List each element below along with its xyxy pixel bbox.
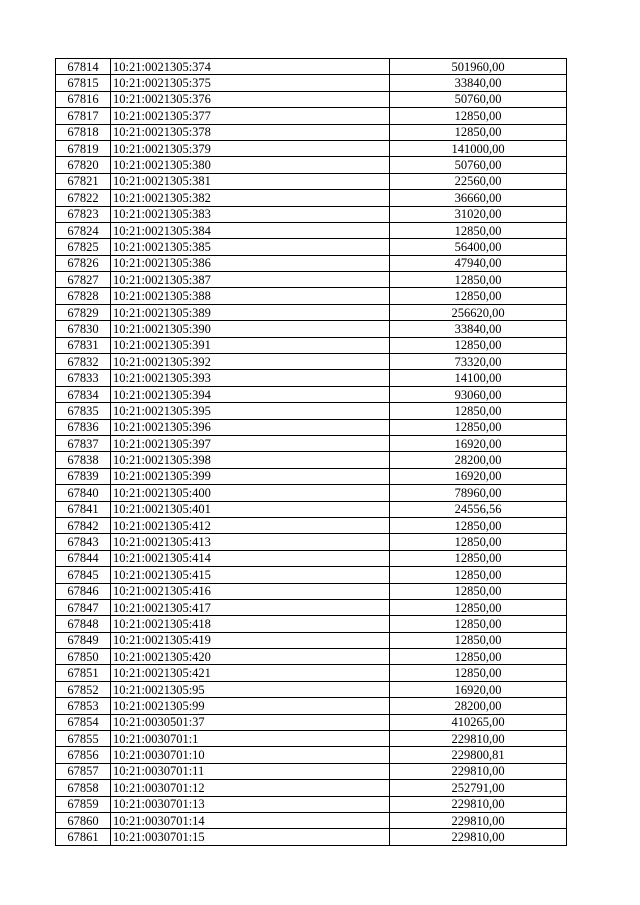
- row-number-cell: 67851: [56, 665, 111, 681]
- value-cell: 93060,00: [390, 386, 567, 402]
- row-number-cell: 67846: [56, 583, 111, 599]
- table-row: [56, 288, 567, 304]
- row-number-cell: 67859: [56, 796, 111, 812]
- value-cell: 12850,00: [390, 337, 567, 353]
- cadastral-number-cell: 10:21:0030701:12: [111, 780, 390, 796]
- value-cell: 16920,00: [390, 435, 567, 451]
- table-row: [56, 435, 567, 451]
- cadastral-number-cell: 10:21:0021305:420: [111, 649, 390, 665]
- value-cell: 12850,00: [390, 272, 567, 288]
- table-row: [56, 567, 567, 583]
- table-row: [56, 255, 567, 271]
- table-row: [56, 140, 567, 156]
- cadastral-number-cell: 10:21:0021305:379: [111, 140, 390, 156]
- row-number-cell: 67852: [56, 681, 111, 697]
- value-cell: 141000,00: [390, 140, 567, 156]
- cadastral-number-cell: 10:21:0021305:399: [111, 468, 390, 484]
- cadastral-number-cell: 10:21:0021305:99: [111, 698, 390, 714]
- row-number-cell: 67834: [56, 386, 111, 402]
- row-number-cell: 67825: [56, 239, 111, 255]
- value-cell: 229810,00: [390, 829, 567, 845]
- row-number-cell: 67848: [56, 616, 111, 632]
- value-cell: 410265,00: [390, 714, 567, 730]
- cadastral-number-cell: 10:21:0021305:396: [111, 419, 390, 435]
- value-cell: 22560,00: [390, 173, 567, 189]
- table-row: [56, 616, 567, 632]
- row-number-cell: 67826: [56, 255, 111, 271]
- row-number-cell: 67858: [56, 780, 111, 796]
- row-number-cell: 67856: [56, 747, 111, 763]
- value-cell: 12850,00: [390, 419, 567, 435]
- table-row: [56, 354, 567, 370]
- table-row: [56, 829, 567, 845]
- table-body: [56, 59, 567, 846]
- cadastral-number-cell: 10:21:0030701:10: [111, 747, 390, 763]
- table-row: [56, 649, 567, 665]
- row-number-cell: 67824: [56, 222, 111, 238]
- value-cell: 12850,00: [390, 665, 567, 681]
- cadastral-number-cell: 10:21:0021305:388: [111, 288, 390, 304]
- row-number-cell: 67816: [56, 91, 111, 107]
- cadastral-number-cell: 10:21:0021305:413: [111, 534, 390, 550]
- cadastral-number-cell: 10:21:0021305:401: [111, 501, 390, 517]
- cadastral-number-cell: 10:21:0021305:389: [111, 304, 390, 320]
- table-row: [56, 239, 567, 255]
- row-number-cell: 67854: [56, 714, 111, 730]
- table-row: [56, 419, 567, 435]
- value-cell: 12850,00: [390, 583, 567, 599]
- row-number-cell: 67844: [56, 550, 111, 566]
- value-cell: 501960,00: [390, 59, 567, 75]
- cadastral-number-cell: 10:21:0021305:374: [111, 59, 390, 75]
- cadastral-number-cell: 10:21:0030501:37: [111, 714, 390, 730]
- table-row: [56, 550, 567, 566]
- table-row: [56, 468, 567, 484]
- table-row: [56, 403, 567, 419]
- cadastral-number-cell: 10:21:0021305:417: [111, 599, 390, 615]
- table-row: [56, 337, 567, 353]
- value-cell: 12850,00: [390, 288, 567, 304]
- cadastral-number-cell: 10:21:0021305:416: [111, 583, 390, 599]
- row-number-cell: 67837: [56, 435, 111, 451]
- value-cell: 50760,00: [390, 91, 567, 107]
- table-row: [56, 698, 567, 714]
- value-cell: 14100,00: [390, 370, 567, 386]
- row-number-cell: 67819: [56, 140, 111, 156]
- row-number-cell: 67861: [56, 829, 111, 845]
- cadastral-number-cell: 10:21:0021305:400: [111, 485, 390, 501]
- cadastral-number-cell: 10:21:0021305:95: [111, 681, 390, 697]
- value-cell: 73320,00: [390, 354, 567, 370]
- table-row: [56, 632, 567, 648]
- row-number-cell: 67847: [56, 599, 111, 615]
- table-row: [56, 665, 567, 681]
- table-row: [56, 534, 567, 550]
- table-row: [56, 173, 567, 189]
- row-number-cell: 67850: [56, 649, 111, 665]
- table-row: [56, 75, 567, 91]
- value-cell: 78960,00: [390, 485, 567, 501]
- cadastral-number-cell: 10:21:0021305:380: [111, 157, 390, 173]
- value-cell: 12850,00: [390, 124, 567, 140]
- value-cell: 31020,00: [390, 206, 567, 222]
- value-cell: 50760,00: [390, 157, 567, 173]
- cadastral-number-cell: 10:21:0021305:412: [111, 517, 390, 533]
- row-number-cell: 67822: [56, 190, 111, 206]
- cadastral-number-cell: 10:21:0021305:392: [111, 354, 390, 370]
- row-number-cell: 67860: [56, 812, 111, 828]
- value-cell: 24556,56: [390, 501, 567, 517]
- value-cell: 12850,00: [390, 567, 567, 583]
- value-cell: 16920,00: [390, 468, 567, 484]
- table-row: [56, 321, 567, 337]
- table-row: [56, 599, 567, 615]
- row-number-cell: 67838: [56, 452, 111, 468]
- cadastral-number-cell: 10:21:0030701:1: [111, 731, 390, 747]
- value-cell: 229810,00: [390, 812, 567, 828]
- table-row: [56, 583, 567, 599]
- value-cell: 229800,81: [390, 747, 567, 763]
- table-row: [56, 812, 567, 828]
- value-cell: 12850,00: [390, 649, 567, 665]
- value-cell: 47940,00: [390, 255, 567, 271]
- table-row: [56, 272, 567, 288]
- cadastral-number-cell: 10:21:0030701:14: [111, 812, 390, 828]
- table-row: [56, 222, 567, 238]
- row-number-cell: 67818: [56, 124, 111, 140]
- table-row: [56, 763, 567, 779]
- value-cell: 33840,00: [390, 75, 567, 91]
- row-number-cell: 67820: [56, 157, 111, 173]
- value-cell: 252791,00: [390, 780, 567, 796]
- cadastral-number-cell: 10:21:0030701:15: [111, 829, 390, 845]
- value-cell: 16920,00: [390, 681, 567, 697]
- row-number-cell: 67815: [56, 75, 111, 91]
- table-row: [56, 714, 567, 730]
- table-row: [56, 796, 567, 812]
- row-number-cell: 67830: [56, 321, 111, 337]
- value-cell: 12850,00: [390, 632, 567, 648]
- cadastral-number-cell: 10:21:0030701:11: [111, 763, 390, 779]
- table-row: [56, 206, 567, 222]
- cadastral-number-cell: 10:21:0021305:391: [111, 337, 390, 353]
- value-cell: 28200,00: [390, 452, 567, 468]
- value-cell: 33840,00: [390, 321, 567, 337]
- value-cell: 229810,00: [390, 796, 567, 812]
- value-cell: 12850,00: [390, 403, 567, 419]
- cadastral-number-cell: 10:21:0021305:393: [111, 370, 390, 386]
- row-number-cell: 67855: [56, 731, 111, 747]
- row-number-cell: 67842: [56, 517, 111, 533]
- row-number-cell: 67853: [56, 698, 111, 714]
- row-number-cell: 67840: [56, 485, 111, 501]
- row-number-cell: 67857: [56, 763, 111, 779]
- cadastral-number-cell: 10:21:0021305:415: [111, 567, 390, 583]
- cadastral-number-cell: 10:21:0021305:414: [111, 550, 390, 566]
- row-number-cell: 67841: [56, 501, 111, 517]
- value-cell: 256620,00: [390, 304, 567, 320]
- cadastral-number-cell: 10:21:0021305:397: [111, 435, 390, 451]
- cadastral-number-cell: 10:21:0021305:375: [111, 75, 390, 91]
- row-number-cell: 67827: [56, 272, 111, 288]
- row-number-cell: 67843: [56, 534, 111, 550]
- cadastral-number-cell: 10:21:0021305:385: [111, 239, 390, 255]
- value-cell: 36660,00: [390, 190, 567, 206]
- table-row: [56, 124, 567, 140]
- table-row: [56, 747, 567, 763]
- table-row: [56, 190, 567, 206]
- row-number-cell: 67839: [56, 468, 111, 484]
- row-number-cell: 67831: [56, 337, 111, 353]
- value-cell: 56400,00: [390, 239, 567, 255]
- table-row: [56, 731, 567, 747]
- cadastral-number-cell: 10:21:0021305:398: [111, 452, 390, 468]
- cadastral-number-cell: 10:21:0021305:378: [111, 124, 390, 140]
- value-cell: 12850,00: [390, 599, 567, 615]
- row-number-cell: 67828: [56, 288, 111, 304]
- table-row: [56, 304, 567, 320]
- row-number-cell: 67845: [56, 567, 111, 583]
- table-row: [56, 386, 567, 402]
- table-row: [56, 108, 567, 124]
- row-number-cell: 67814: [56, 59, 111, 75]
- cadastral-number-cell: 10:21:0021305:390: [111, 321, 390, 337]
- cadastral-number-cell: 10:21:0021305:394: [111, 386, 390, 402]
- cadastral-value-table: [55, 58, 567, 846]
- row-number-cell: 67849: [56, 632, 111, 648]
- cadastral-number-cell: 10:21:0021305:383: [111, 206, 390, 222]
- table-row: [56, 780, 567, 796]
- value-cell: 12850,00: [390, 534, 567, 550]
- value-cell: 12850,00: [390, 517, 567, 533]
- cadastral-number-cell: 10:21:0021305:395: [111, 403, 390, 419]
- row-number-cell: 67823: [56, 206, 111, 222]
- table-row: [56, 501, 567, 517]
- cadastral-number-cell: 10:21:0021305:376: [111, 91, 390, 107]
- table-row: [56, 452, 567, 468]
- row-number-cell: 67821: [56, 173, 111, 189]
- value-cell: 229810,00: [390, 763, 567, 779]
- table-row: [56, 681, 567, 697]
- value-cell: 12850,00: [390, 108, 567, 124]
- table-row: [56, 517, 567, 533]
- cadastral-number-cell: 10:21:0021305:381: [111, 173, 390, 189]
- cadastral-number-cell: 10:21:0030701:13: [111, 796, 390, 812]
- table-row: [56, 59, 567, 75]
- table-row: [56, 370, 567, 386]
- row-number-cell: 67817: [56, 108, 111, 124]
- cadastral-number-cell: 10:21:0021305:421: [111, 665, 390, 681]
- row-number-cell: 67836: [56, 419, 111, 435]
- value-cell: 229810,00: [390, 731, 567, 747]
- value-cell: 12850,00: [390, 222, 567, 238]
- cadastral-number-cell: 10:21:0021305:384: [111, 222, 390, 238]
- cadastral-number-cell: 10:21:0021305:419: [111, 632, 390, 648]
- cadastral-number-cell: 10:21:0021305:387: [111, 272, 390, 288]
- value-cell: 12850,00: [390, 550, 567, 566]
- cadastral-number-cell: 10:21:0021305:382: [111, 190, 390, 206]
- value-cell: 28200,00: [390, 698, 567, 714]
- row-number-cell: 67833: [56, 370, 111, 386]
- row-number-cell: 67829: [56, 304, 111, 320]
- row-number-cell: 67832: [56, 354, 111, 370]
- row-number-cell: 67835: [56, 403, 111, 419]
- table-row: [56, 91, 567, 107]
- table-row: [56, 157, 567, 173]
- cadastral-number-cell: 10:21:0021305:377: [111, 108, 390, 124]
- cadastral-number-cell: 10:21:0021305:386: [111, 255, 390, 271]
- cadastral-number-cell: 10:21:0021305:418: [111, 616, 390, 632]
- value-cell: 12850,00: [390, 616, 567, 632]
- table-row: [56, 485, 567, 501]
